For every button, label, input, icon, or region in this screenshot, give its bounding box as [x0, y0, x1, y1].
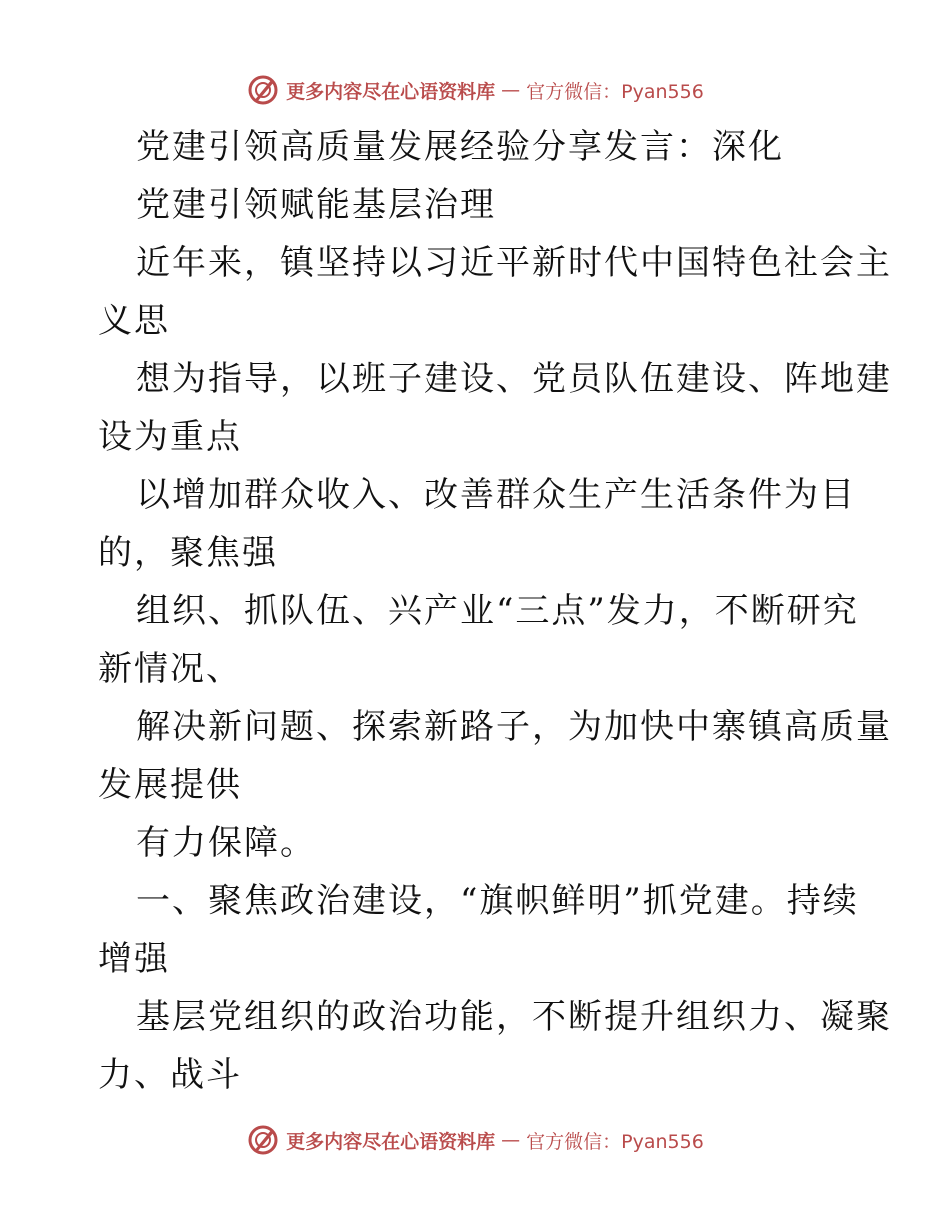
paragraph-line: 设为重点 — [98, 417, 242, 457]
paragraph-line: 的，聚焦强 — [98, 533, 278, 573]
title-line-2: 党建引领赋能基层治理 — [136, 185, 496, 225]
paragraph-line: 想为指导，以班子建设、党员队伍建设、阵地建 — [136, 359, 892, 399]
paragraph-line: 解决新问题、探索新路子，为加快中寨镇高质量 — [136, 707, 892, 747]
watermark-sub-text: 官方微信：Pyan556 — [526, 1130, 704, 1153]
paragraph-line: 义思 — [98, 301, 170, 341]
paragraph-line: 近年来，镇坚持以习近平新时代中国特色社会主 — [136, 243, 892, 283]
watermark-dash: — — [501, 79, 521, 101]
paragraph-line: 发展提供 — [98, 765, 242, 805]
watermark-dash: — — [501, 1129, 521, 1151]
document-body — [98, 118, 892, 1104]
watermark-sub-text: 官方微信：Pyan556 — [526, 80, 704, 103]
footer-watermark — [0, 1120, 950, 1160]
watermark-main-text: 更多内容尽在心语资料库 — [286, 1130, 496, 1153]
paragraph-line: 组织、抓队伍、兴产业“三点”发力，不断研究 — [136, 591, 859, 631]
header-watermark — [0, 70, 950, 110]
title-line-1: 党建引领高质量发展经验分享发言：深化 — [136, 127, 784, 167]
section-heading-line: 一、聚焦政治建设，“旗帜鲜明”抓党建。持续 — [136, 881, 859, 921]
watermark-main-text: 更多内容尽在心语资料库 — [286, 80, 496, 103]
quill-circle-logo-icon — [246, 1123, 280, 1157]
paragraph-line: 以增加群众收入、改善群众生产生活条件为目 — [136, 475, 856, 515]
paragraph-line: 增强 — [98, 939, 170, 979]
paragraph-line: 力、战斗 — [98, 1055, 242, 1095]
paragraph-line: 有力保障。 — [136, 823, 316, 863]
paragraph-line: 基层党组织的政治功能，不断提升组织力、凝聚 — [136, 997, 892, 1037]
quill-circle-logo-icon — [246, 73, 280, 107]
paragraph-line: 新情况、 — [98, 649, 242, 689]
